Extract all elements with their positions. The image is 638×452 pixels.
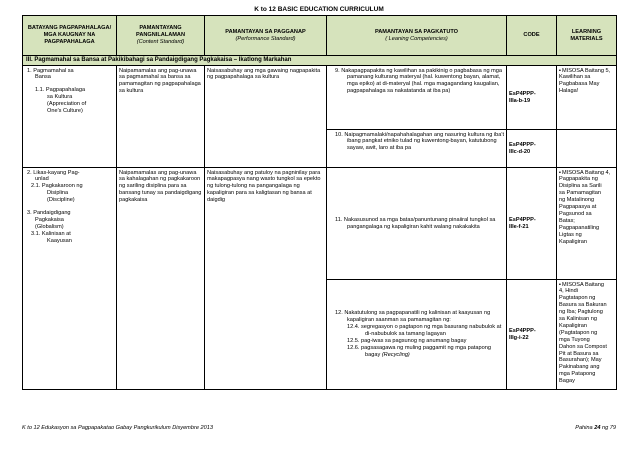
header-materials: LEARNING MATERIALS [557,16,617,56]
competency-cell: 11. Nakasusunod sa mga batas/panuntunang pinaiiral tungkol sa pangangalaga ng kapaligiran kahit walang nakakakita [327,168,507,280]
competency-cell: 12. Nakatutulong sa pagpapanatili ng kalinisan at kaayusan ng kapaligiran saanman sa pamamagitan ng: 12.4. segregasyon o pagtapon ng mga basurang nabubulok at di-nabubulok sa tamang lagayan 12.5. pag-iwas sa pagsunog ng anumang bagay 12.6. pagsasagawa ng muling paggamit ng mga patapong bagay (Recycling) [327,280,507,390]
document-title: K to 12 BASIC EDUCATION CURRICULUM [254,6,384,13]
section-title: III. Pagmamahal sa Bansa at Pakikibahagi sa Pandaigdigang Pagkakaisa – Ikatlong Markahan [23,56,617,66]
header-code: CODE [507,16,557,56]
content-cell-1: 1. Pagmamahal sa Bansa 1.1. Pagpapahalaga sa Kultura (Appreciation of One's Culture) [23,66,117,168]
code-cell: EsP4PPP- IIIe-f-21 [507,168,557,280]
table-row [23,66,617,130]
header-competencies: PAMANTAYAN SA PAGKATUTO ( Leaning Competencies) [327,16,507,56]
content-standard-cell-2: Naipamamalas ang pag-unawa sa kahalagahan ng pagkakaroon ng sariling disiplina para sa bansang tunay sa pandaigdigang pagkakaisa [117,168,205,390]
table-row [23,168,617,280]
footer-document-name: K to 12 Edukasyon sa Pagpapakatao Gabay Pangkurikulum Disyembre 2013 [22,425,213,431]
header-content: BATAYANG PAGPAPAHALAGA/ MGA KAUGNAY NA PAGPAPAHALAGA [23,16,117,56]
content-standard-cell-1: Naipamamalas ang pag-unawa sa pagmamahal sa bansa sa pamamagitan ng pagpapahalaga sa kultura [117,66,205,168]
competency-cell: 9. Nakapagpapakita ng kawilihan sa pakikinig o pagbabasa ng mga pamanang kulturang materyal (hal. kuwentong bayan, alamat, mga epiko) at di-materyal (hal. mga magagandang kaugalian, pagpapahalaga sa nakatatanda at iba pa) [327,66,507,130]
materials-cell: ▪ MISOSA Baitang 4, Pagpapakita ng Disiplina sa Sarili sa Pamamagitan ng Matalinong Pagpapasya at Pagsunod sa Batas; Pagpapanatiling Ligtas ng Kapaligiran [557,168,617,280]
header-content-standard: PAMANTAYANG PANGNILALAMAN (Content Standard) [117,16,205,56]
materials-cell [557,130,617,168]
materials-cell: ▪ MISOSA Baitang 5, Kawilihan sa Pagbabasa May Halaga! [557,66,617,130]
code-cell: EsP4PPP- IIIg-i-22 [507,280,557,390]
section-row [23,56,617,66]
performance-standard-cell-2: Naisasabuhay ang patuloy na pagninilay para makapagpasya nang wasto tungkol sa epekto ng tulong-tulong na pangangalaga ng kapaligiran para sa kaligtasan ng bansa at daigdig [205,168,327,390]
header-performance-standard: PAMANTAYAN SA PAGGANAP (Performance Standard) [205,16,327,56]
materials-cell: ▪ MISOSA Baitang 4, Hindi Pagtatapon ng Basura sa Bakuran ng Iba; Pagtulong sa Kalinisan ng Kapaligiran (Pagtatapon ng mga Tuyong Dahon sa Compost Pit at Basura sa Basurahan); May Pakinabang ang mga Patapong Bagay [557,280,617,390]
code-cell: EsP4PPP- IIIc-d-20 [507,130,557,168]
competency-cell: 10. Naipagmamalaki/napahahalagahan ang nasuring kultura ng iba't ibang pangkat etniko tulad ng kuwentong-bayan, katutubong sayaw, awit, laro at iba pa [327,130,507,168]
code-cell: EsP4PPP- IIIa-b-19 [507,66,557,130]
performance-standard-cell-1: Naisasabuhay ang mga gawaing nagpapakita ng pagpapahalaga sa kultura [205,66,327,168]
curriculum-table [22,15,617,390]
content-cell-2: 2. Likas-kayang Pag- unlad 2.1. Pagkakaroon ng Disiplina (Discipline) 3. Pandaigdigang Pagkakaisa (Globalism) 3.1. Kalinisan at Kaayusan [23,168,117,390]
table-header-row [23,16,617,56]
footer-page-number: Pahina 24 ng 79 [575,425,616,431]
